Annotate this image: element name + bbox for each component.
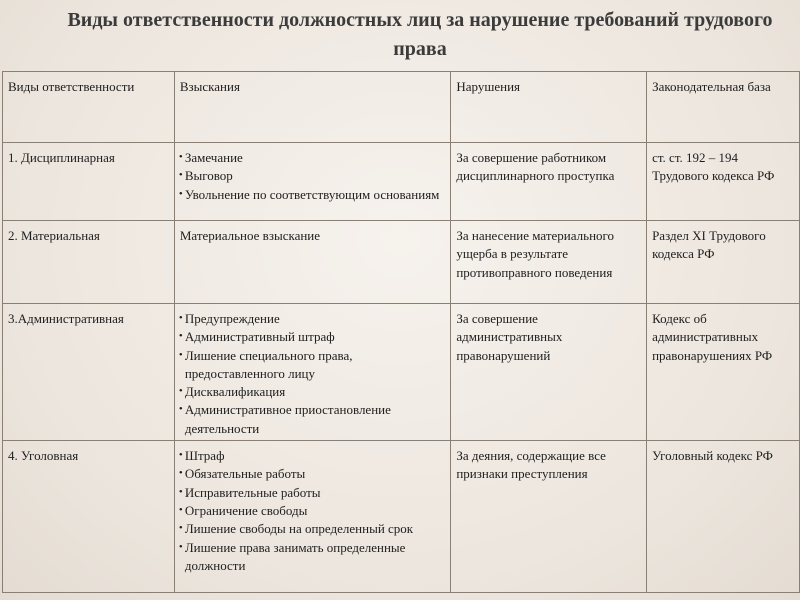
penalties-cell <box>174 441 451 593</box>
list-item: • Лишение права занимать определенные должности <box>180 539 446 576</box>
list-item: • Административный штраф <box>180 328 446 346</box>
list-item: • Дисквалификация <box>180 383 446 401</box>
legal-basis-cell: ст. ст. 192 – 194 Трудового кодекса РФ <box>647 143 800 221</box>
responsibility-table <box>2 71 800 593</box>
table-row <box>3 304 800 441</box>
penalties-cell: Материальное взыскание <box>174 221 451 304</box>
violations-cell: За совершение административных правонарушений <box>451 304 647 441</box>
list-item: • Исправительные работы <box>180 484 446 502</box>
responsibility-type: 4. Уголовная <box>3 441 175 593</box>
list-item: • Замечание <box>180 149 446 167</box>
penalties-list <box>180 310 446 438</box>
penalties-cell <box>174 304 451 441</box>
legal-basis-cell: Кодекс об административных правонарушениях РФ <box>647 304 800 441</box>
header-penalties: Взыскания <box>174 72 451 143</box>
table-row <box>3 441 800 593</box>
list-item: • Обязательные работы <box>180 465 446 483</box>
list-item: • Штраф <box>180 447 446 465</box>
table-row <box>3 221 800 304</box>
list-item: • Лишение свободы на определенный срок <box>180 520 446 538</box>
responsibility-type: 2. Материальная <box>3 221 175 304</box>
list-item: • Лишение специального права, предоставленного лицу <box>180 347 446 384</box>
violations-cell: За деяния, содержащие все признаки преступления <box>451 441 647 593</box>
list-item: • Выговор <box>180 167 446 185</box>
list-item: • Предупреждение <box>180 310 446 328</box>
violations-cell: За нанесение материального ущерба в результате противоправного поведения <box>451 221 647 304</box>
header-violations: Нарушения <box>451 72 647 143</box>
table-row <box>3 143 800 221</box>
table-header-row <box>3 72 800 143</box>
page-title: Виды ответственности должностных лиц за нарушение требований трудового права <box>67 9 773 60</box>
legal-basis-cell: Раздел XI Трудового кодекса РФ <box>647 221 800 304</box>
responsibility-type: 3.Административная <box>3 304 175 441</box>
list-item: • Административное приостановление деятельности <box>180 401 446 438</box>
penalties-list <box>180 149 446 204</box>
list-item: • Увольнение по соответствующим основаниям <box>180 186 446 204</box>
penalties-cell <box>174 143 451 221</box>
header-types: Виды ответственности <box>3 72 175 143</box>
list-item: • Ограничение свободы <box>180 502 446 520</box>
penalties-list <box>180 447 446 575</box>
responsibility-type: 1. Дисциплинарная <box>3 143 175 221</box>
violations-cell: За совершение работником дисциплинарного проступка <box>451 143 647 221</box>
legal-basis-cell: Уголовный кодекс РФ <box>647 441 800 593</box>
header-legal-basis: Законодательная база <box>647 72 800 143</box>
